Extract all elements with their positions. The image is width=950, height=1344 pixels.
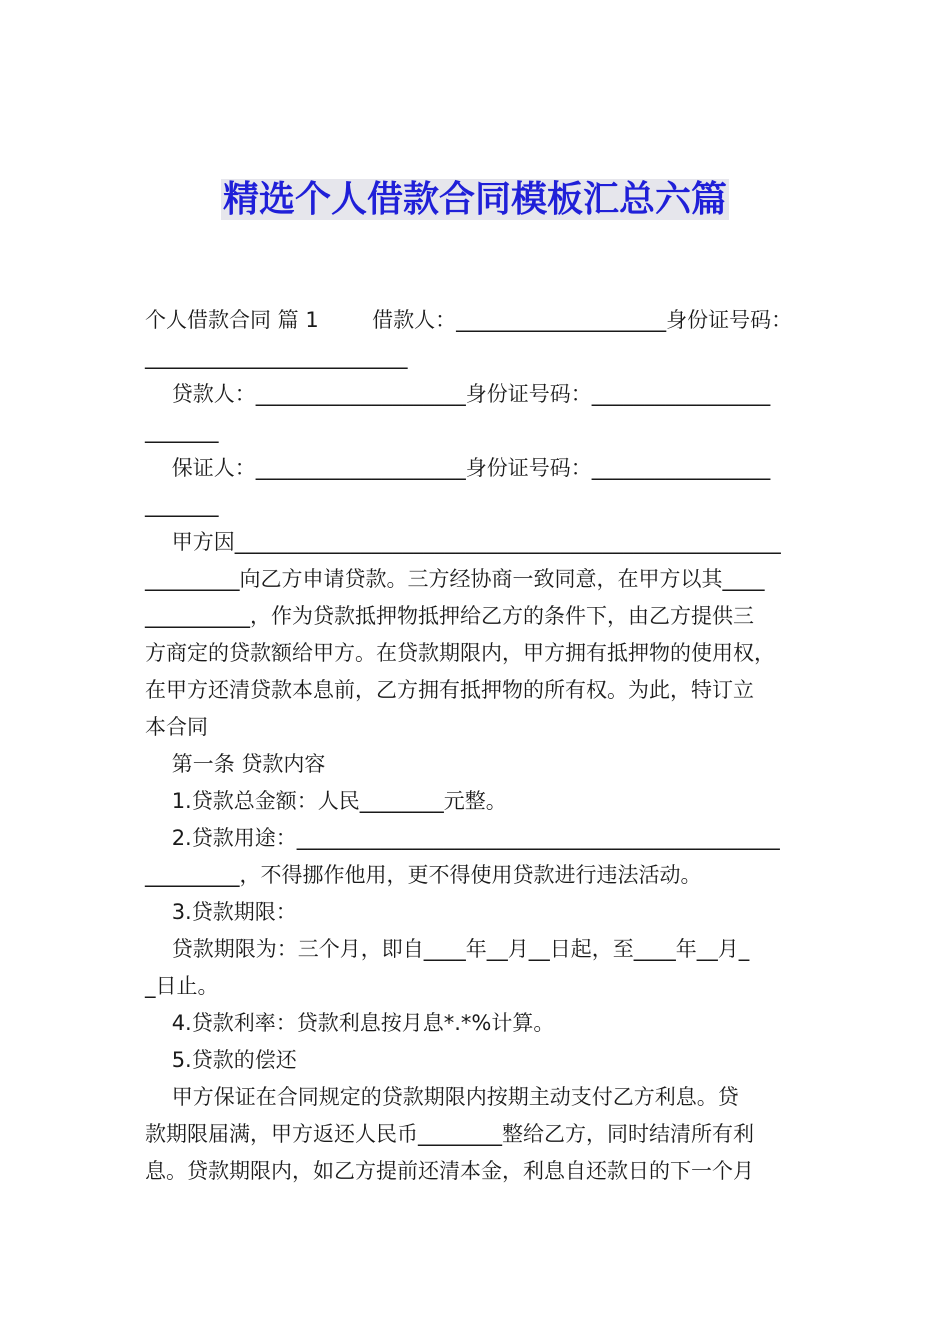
document-title-text: 精选个人借款合同模板汇总六篇 [222,179,727,220]
document-body [145,302,810,1190]
body-line: _________向乙方申请贷款。三方经协商一致同意，在甲方以其____ [145,567,765,591]
body-line: _日止。 [145,974,219,998]
body-line: _______ [145,493,219,517]
body-line: _________________________ [145,345,408,369]
body-line: 方商定的贷款额给甲方。在贷款期限内，甲方拥有抵押物的使用权， [145,641,775,665]
body-line: 款期限届满，甲方返还人民币________整给乙方，同时结清所有利 [145,1122,754,1146]
body-line: 贷款人：____________________身份证号码：_________________ [145,382,771,406]
body-line: _________，不得挪作他用，更不得使用贷款进行违法活动。 [145,863,702,887]
body-line: 保证人：____________________身份证号码：_________________ [145,456,771,480]
body-line: 本合同 [145,715,208,739]
body-line: 1.贷款总金额：人民________元整。 [145,789,507,813]
body-line: 4.贷款利率：贷款利息按月息*.*%计算。 [145,1011,555,1035]
body-line: 5.贷款的偿还 [145,1048,297,1072]
body-line: 个人借款合同 篇 1 借款人：____________________身份证号码： [145,308,793,332]
body-line: _______ [145,419,219,443]
document-title [0,176,950,224]
body-line: 甲方因____________________________________________________ [145,530,781,554]
body-line: 贷款期限为：三个月，即自____年__月__日起，至____年__月_ [145,937,750,961]
body-line: 3.贷款期限： [145,900,297,924]
body-line: 甲方保证在合同规定的贷款期限内按期主动支付乙方利息。贷 [145,1085,739,1109]
body-line: 息。贷款期限内，如乙方提前还清本金，利息自还款日的下一个月 [145,1159,754,1183]
body-line: 2.贷款用途：______________________________________________ [145,826,780,850]
body-line: 在甲方还清贷款本息前，乙方拥有抵押物的所有权。为此，特订立 [145,678,754,702]
body-line: __________，作为贷款抵押物抵押给乙方的条件下，由乙方提供三 [145,604,754,628]
section-heading: 第一条 贷款内容 [145,752,326,776]
